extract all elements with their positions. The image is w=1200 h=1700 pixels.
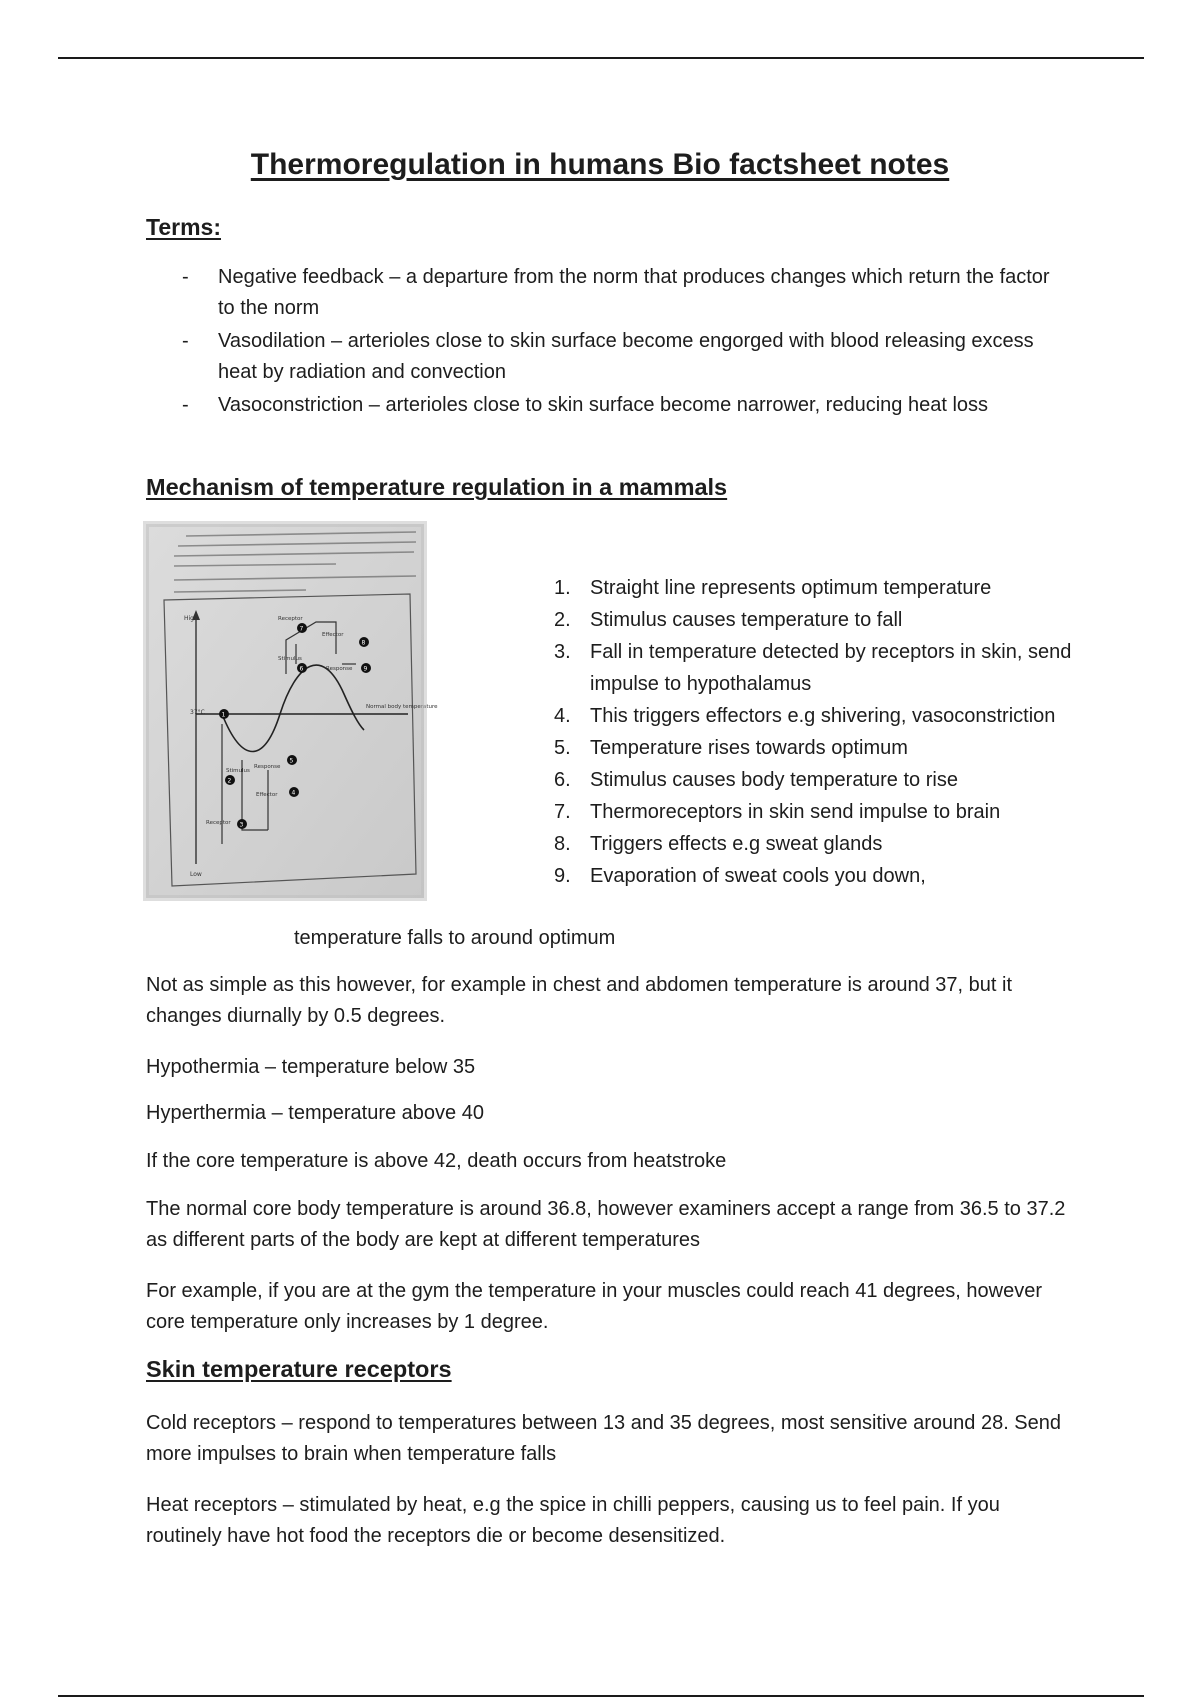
step-item — [554, 828, 1074, 860]
mechanism-steps — [554, 572, 1074, 892]
mechanism-heading: Mechanism of temperature regulation in a mammals — [146, 474, 728, 500]
terms-list — [146, 262, 1066, 423]
step-item — [554, 764, 1074, 796]
marker-1: 1 — [221, 711, 226, 719]
step-item — [554, 700, 1074, 732]
paragraph-gym-example: For example, if you are at the gym the temperature in your muscles could reach 41 degrees, however core temperature only increases by 1 degree. — [146, 1280, 1043, 1333]
term-item: - Vasodilation – arterioles close to skin surface become engorged with blood releasing excess heat by radiation and convection — [146, 326, 1066, 388]
step-text: Temperature rises towards optimum — [590, 737, 908, 759]
axis-high-label: High — [184, 615, 198, 622]
step-number: 9. — [554, 865, 571, 887]
step-number: 8. — [554, 833, 571, 855]
lower-receptor-label: Receptor — [206, 820, 231, 826]
terms-heading: Terms: — [146, 214, 221, 240]
step-item — [554, 636, 1074, 700]
step-text: Stimulus causes temperature to fall — [590, 609, 903, 631]
paragraph-cold-receptors: Cold receptors – respond to temperatures between 13 and 35 degrees, most sensitive around 28. Send more impulses to brain when temperature falls — [146, 1412, 1062, 1465]
step-text: Fall in temperature detected by receptors in skin, send impulse to hypothalamus — [590, 641, 1072, 695]
term-item: - Vasoconstriction – arterioles close to skin surface become narrower, reducing heat loss — [146, 390, 1066, 421]
step-text: Triggers effects e.g sweat glands — [590, 833, 883, 855]
step-number: 6. — [554, 769, 571, 791]
skin-receptors-heading: Skin temperature receptors — [146, 1356, 452, 1382]
top-rule — [58, 57, 1144, 59]
bottom-rule — [58, 1695, 1144, 1697]
paragraph-hyperthermia: Hyperthermia – temperature above 40 — [146, 1102, 484, 1124]
upper-effector-label: Effector — [322, 632, 344, 638]
page-title: Thermoregulation in humans Bio factsheet notes — [250, 148, 950, 181]
paragraph-diurnal: Not as simple as this however, for example in chest and abdomen temperature is around 37, but it changes diurnally by 0.5 degrees. — [146, 974, 1013, 1027]
axis-low-label: Low — [190, 871, 202, 878]
paragraph-hypothermia: Hypothermia – temperature below 35 — [146, 1056, 476, 1078]
step-number: 2. — [554, 609, 571, 631]
marker-4: 4 — [291, 789, 296, 797]
marker-7: 7 — [299, 625, 304, 633]
lower-stimulus-label: Stimulus — [226, 768, 250, 774]
term-item: - Negative feedback – a departure from the norm that produces changes which return the factor to the norm — [146, 262, 1066, 324]
step-item — [554, 796, 1074, 828]
normal-temp-label: Normal body temperature — [366, 704, 438, 710]
marker-6: 6 — [299, 665, 304, 673]
step-item — [554, 860, 1074, 892]
step-text: This triggers effectors e.g shivering, vasoconstriction — [590, 705, 1056, 727]
paragraph-heat-receptors: Heat receptors – stimulated by heat, e.g the spice in chilli peppers, causing us to feel pain. If you routinely have hot food the receptors die or become desensitized. — [146, 1494, 1000, 1547]
step-number: 5. — [554, 737, 571, 759]
lower-effector-label: Effector — [256, 792, 278, 798]
step-item — [554, 732, 1074, 764]
marker-2: 2 — [227, 777, 232, 785]
feedback-diagram-photo — [146, 524, 438, 898]
step-9-continuation: temperature falls to around optimum — [294, 927, 616, 949]
step-text: Evaporation of sweat cools you down, — [590, 865, 926, 887]
step-text: Straight line represents optimum temperature — [590, 577, 992, 599]
marker-8: 8 — [361, 639, 366, 647]
paragraph-core-temp: The normal core body temperature is around 36.8, however examiners accept a range from 36.5 to 37.2 as different parts of the body are kept at different temperatures — [146, 1198, 1066, 1251]
lower-response-label: Response — [254, 764, 281, 770]
step-text: Stimulus causes body temperature to rise — [590, 769, 958, 791]
step-text: Thermoreceptors in skin send impulse to brain — [590, 801, 1001, 823]
marker-3: 3 — [239, 821, 244, 829]
marker-9: 9 — [363, 665, 368, 673]
step-item — [554, 572, 1074, 604]
step-number: 3. — [554, 641, 571, 663]
paragraph-heatstroke: If the core temperature is above 42, death occurs from heatstroke — [146, 1150, 727, 1172]
feedback-diagram — [146, 524, 438, 898]
step-number: 7. — [554, 801, 571, 823]
step-number: 1. — [554, 577, 571, 599]
upper-stimulus-label: Stimulus — [278, 656, 302, 662]
axis-temp-label: 37°C — [190, 709, 205, 716]
step-item — [554, 604, 1074, 636]
step-number: 4. — [554, 705, 571, 727]
upper-response-label: Response — [326, 666, 353, 672]
upper-receptor-label: Receptor — [278, 616, 303, 622]
marker-5: 5 — [289, 757, 294, 765]
